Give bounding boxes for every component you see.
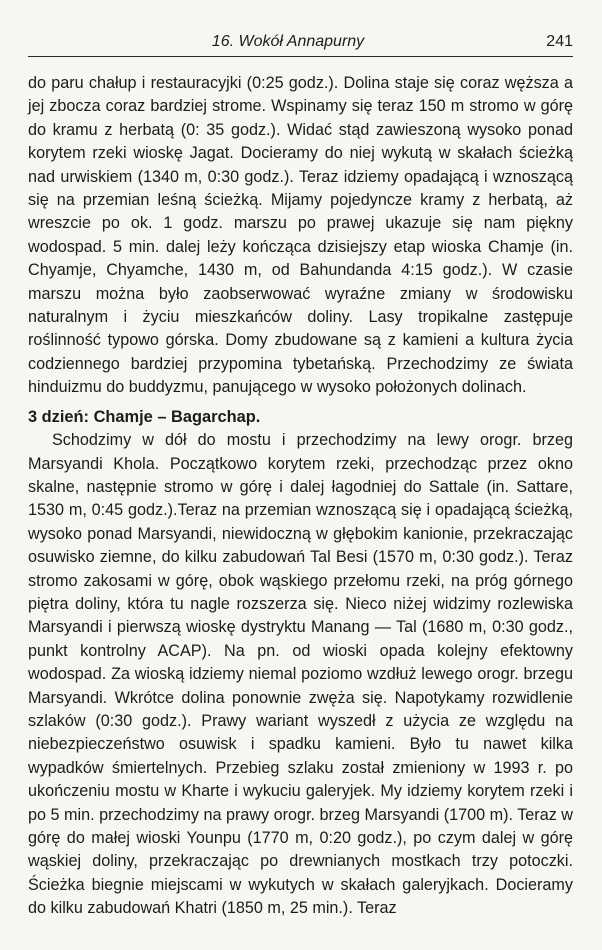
- section-heading: 3 dzień: Chamje – Bagarchap.: [28, 407, 261, 426]
- chapter-title: 16. Wokół Annapurny: [211, 33, 365, 50]
- page-body: [28, 72, 573, 921]
- page-number: 241: [546, 33, 573, 50]
- paragraph-continuation: do paru chałup i restauracyjki (0:25 godz.). Dolina staje się coraz węższa a jej zbocza coraz bardziej strome. Wspinamy się teraz 150 m stromo w górę do kramu z herbatą (0: 35 godz.). Widać stąd zawieszoną wysoko ponad korytem rzeki wioskę Jagat. Docieramy do niej wykutą w skałach ścieżką nad urwiskiem (1340 m, 0:30 godz.). Teraz idziemy opadającą i wznoszącą się na przemian leśną ścieżką. Mijamy pojedyncze kramy z herbatą, aż wreszcie po ok. 1 godz. marszu po prawej ukazuje się nam piękny wodospad. 5 min. dalej leży kończąca dzisiejszy etap wioska Chamje (in. Chyamje, Chyamche, 1430 m, od Bahundanda 4:15 godz.). W czasie marszu można było zaobserwować wyraźne zmiany w środowisku naturalnym i życiu mieszkańców doliny. Lasy tropikalne zastępuje roślinność typowo górska. Domy zbudowane są z kamieni a kultura życia codziennego bardziej przypomina tybetańską. Przechodzimy ze świata hinduizmu do buddyzmu, panującego w wysoko położonych dolinach.: [28, 74, 573, 397]
- running-header: [28, 30, 573, 57]
- paragraph-day3: Schodzimy w dół do mostu i przechodzimy na lewy orogr. brzeg Marsyandi Khola. Początkowo korytem rzeki, przechodząc przez okno skalne, następnie stromo w górę i dalej łagodniej do Sattale (in. Sattare, 1530 m, 0:45 godz.).Teraz na przemian wznoszącą się i opadającą ścieżką, wysoko ponad Marsyandi, niewidoczną w głębokim kanionie, przekraczając osuwisko ziemne, do kilku zabudowań Tal Besi (1570 m, 0:30 godz.). Teraz stromo zakosami w górę, obok wąskiego przełomu rzeki, na próg górnego piętra doliny, która tu nagle rozszerza się. Nieco niżej widzimy rozlewiska Marsyandi i pierwszą wioskę dystryktu Manang — Tal (1680 m, 0:30 godz., punkt kontrolny ACAP). Na pn. od wioski opada kolejny efektowny wodospad. Za wioską idziemy niemal poziomo wzdłuż lewego orogr. brzegu Marsyandi. Wkrótce dolina ponownie zwęża się. Napotykamy rozwidlenie szlaków (0:30 godz.). Prawy wariant wyszedł z użycia ze względu na niebezpieczeństwo osuwisk i spadku kamieni. Było tu nawet kilka wypadków śmiertelnych. Przebieg szlaku został zmieniony w 1993 r. po ukończeniu mostu w Kharte i wykuciu galeryjek. My idziemy korytem rzeki i po 5 min. przechodzimy na prawy orogr. brzeg Marsyandi (1700 m). Teraz w górę do małej wioski Younpu (1770 m, 0:20 godz.), po czym dalej w górę wąskiej doliny, przekraczając po drewnianych mostkach trzy potoczki. Ścieżka biegnie miejscami w wykutych w skałach galeryjkach. Docieramy do kilku zabudowań Khatri (1850 m, 25 min.). Teraz: [28, 431, 573, 918]
